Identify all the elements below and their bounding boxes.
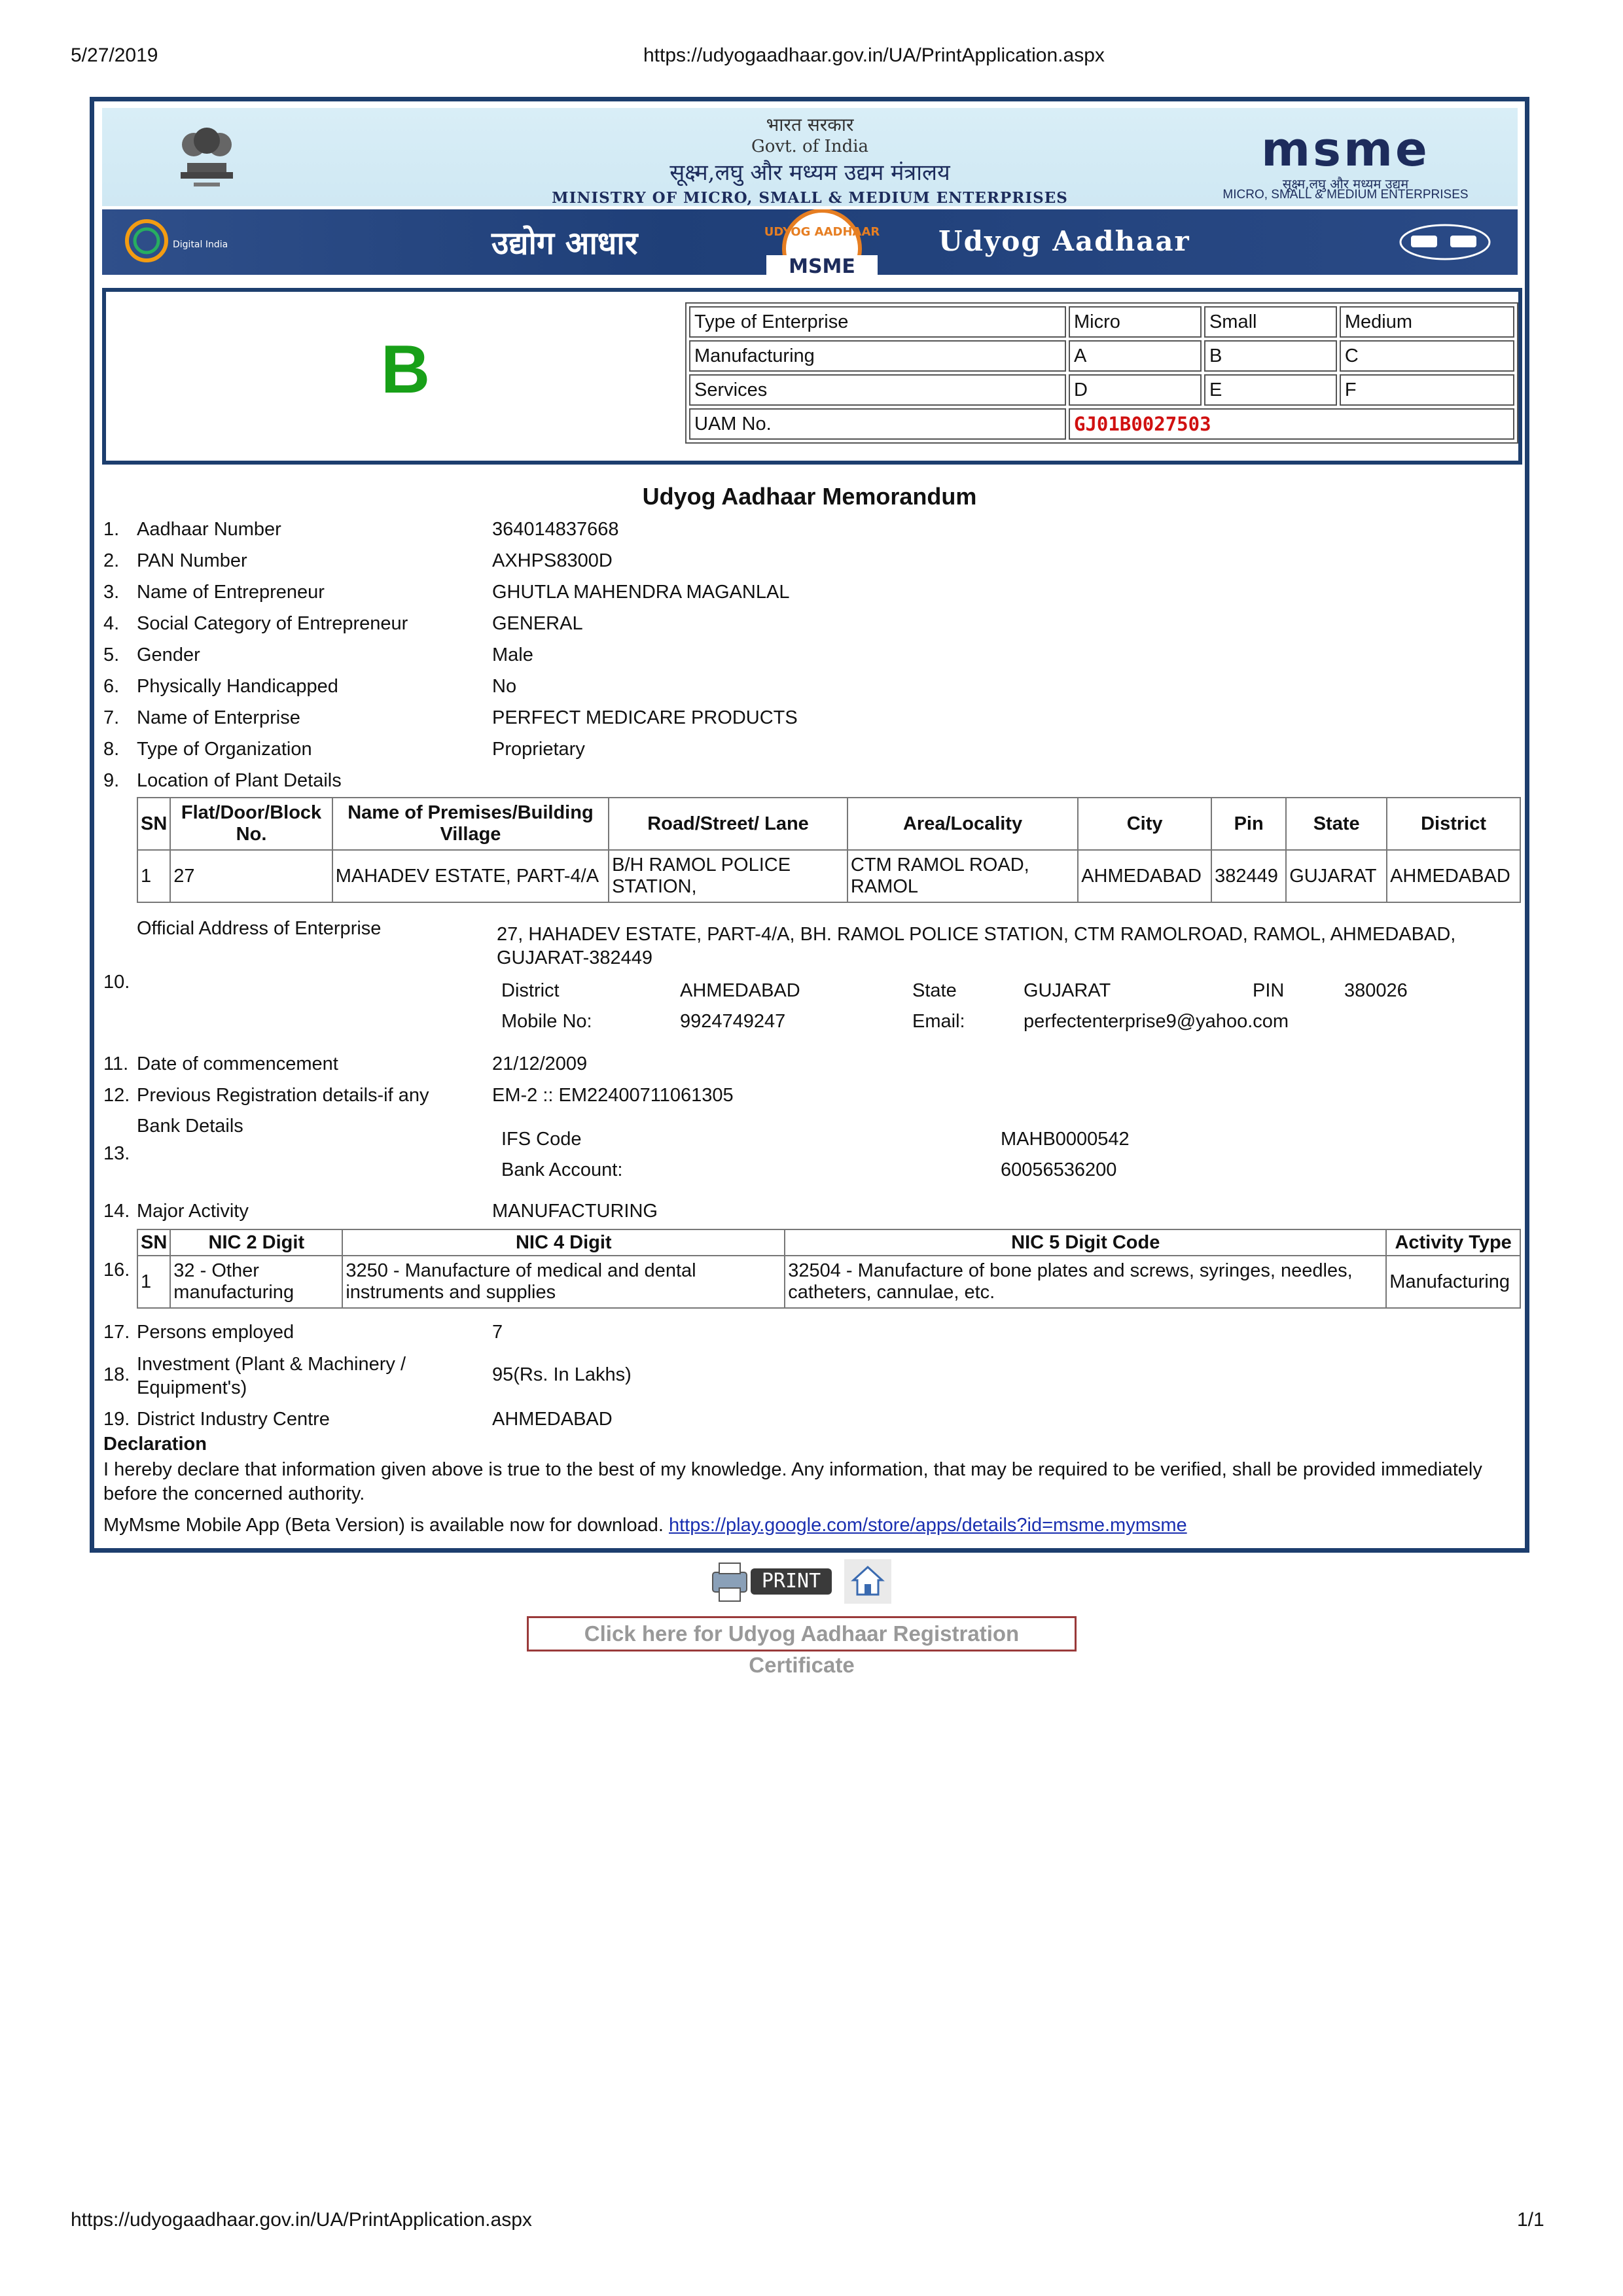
app-download-text: MyMsme Mobile App (Beta Version) is available now for download. xyxy=(103,1515,664,1536)
page-number: 1/1 xyxy=(1517,2209,1544,2231)
right-badge-icon xyxy=(1398,222,1493,262)
digital-india-logo xyxy=(120,216,251,268)
table-cell: 1 xyxy=(137,850,170,902)
field-value: Proprietary xyxy=(492,739,585,760)
bank-account-value: 60056536200 xyxy=(1001,1159,1117,1180)
table-header: State xyxy=(1286,798,1387,850)
table-cell: Services xyxy=(689,374,1066,406)
table-cell: Manufacturing xyxy=(689,340,1066,372)
app-download-line xyxy=(103,1515,1187,1536)
field-value: GHUTLA MAHENDRA MAGANLAL xyxy=(492,582,790,603)
print-button[interactable] xyxy=(710,1559,834,1604)
field-value: GENERAL xyxy=(492,613,583,634)
enterprise-category-letter: B xyxy=(381,332,431,408)
field-label: Name of Entrepreneur xyxy=(137,582,325,603)
uam-label: UAM No. xyxy=(689,408,1066,440)
uam-number: GJ01B0027503 xyxy=(1074,412,1211,435)
table-cell: 3250 - Manufacture of medical and dental instruments and supplies xyxy=(342,1256,785,1308)
field-label: Name of Enterprise xyxy=(137,707,300,728)
table-header: SN xyxy=(137,1229,170,1256)
table-cell: 32 - Other manufacturing xyxy=(170,1256,342,1308)
udyog-aadhaar-seal-logo xyxy=(740,209,904,275)
table-cell: AHMEDABAD xyxy=(1387,850,1520,902)
table-cell: Medium xyxy=(1340,306,1514,338)
table-cell: AHMEDABAD xyxy=(1078,850,1211,902)
field-number: 9. xyxy=(103,770,120,791)
udyog-aadhaar-english: Udyog Aadhaar xyxy=(938,225,1190,257)
table-cell: F xyxy=(1340,374,1514,406)
table-row xyxy=(689,306,1514,338)
field-number: 5. xyxy=(103,645,120,665)
district-value: AHMEDABAD xyxy=(680,980,800,1001)
field-number: 17. xyxy=(103,1322,130,1343)
field-number: 12. xyxy=(103,1085,130,1106)
field-label: PAN Number xyxy=(137,550,247,571)
field-label: Type of Organization xyxy=(137,739,312,760)
field-label: Physically Handicapped xyxy=(137,676,338,697)
bank-account-label: Bank Account: xyxy=(501,1159,623,1180)
plant-location-table xyxy=(137,797,1521,903)
table-row xyxy=(137,1256,1520,1308)
table-cell: MAHADEV ESTATE, PART-4/A xyxy=(332,850,609,902)
field-number: 19. xyxy=(103,1409,130,1430)
enterprise-category-box xyxy=(102,288,1522,465)
field-number: 16. xyxy=(103,1260,130,1280)
table-header: District xyxy=(1387,798,1520,850)
field-value: No xyxy=(492,676,517,697)
table-row xyxy=(689,374,1514,406)
field-number: 11. xyxy=(103,1053,129,1074)
print-date: 5/27/2019 xyxy=(71,44,158,66)
table-cell: B/H RAMOL POLICE STATION, xyxy=(609,850,847,902)
table-cell: Type of Enterprise xyxy=(689,306,1066,338)
msme-subtitle: MICRO, SMALL & MEDIUM ENTERPRISES xyxy=(1222,188,1469,202)
field-number: 18. xyxy=(103,1364,130,1385)
table-header-row xyxy=(137,1229,1520,1256)
field-value: AXHPS8300D xyxy=(492,550,613,571)
table-cell: GUJARAT xyxy=(1286,850,1387,902)
msme-hindi-text: सूक्ष्म,लघु और मध्यम उद्यम xyxy=(1282,176,1409,192)
digital-india-text: Digital India xyxy=(173,239,228,250)
field-number: 2. xyxy=(103,550,120,571)
table-row xyxy=(689,340,1514,372)
msme-logo-text: msme xyxy=(1261,126,1430,177)
table-cell: Manufacturing xyxy=(1386,1256,1520,1308)
field-value: 7 xyxy=(492,1322,503,1343)
hindi-ministry-text: सूक्ष्म,लघु और मध्यम उद्यम मंत्रालय xyxy=(669,160,950,186)
table-cell: 1 xyxy=(137,1256,170,1308)
field-number: 3. xyxy=(103,582,120,603)
table-row xyxy=(137,850,1520,902)
official-address: 27, HAHADEV ESTATE, PART-4/A, BH. RAMOL POLICE STATION, CTM RAMOLROAD, RAMOL, AHMEDABAD, GUJARAT-382449 xyxy=(497,924,1456,968)
field-label: Investment (Plant & Machinery / Equipment's) xyxy=(137,1354,406,1398)
seal-msme-text: MSME xyxy=(789,255,855,275)
field-label: Major Activity xyxy=(137,1201,249,1222)
app-download-link[interactable]: https://play.google.com/store/apps/details?id=msme.mymsme xyxy=(668,1515,1187,1536)
field-number: 1. xyxy=(103,519,120,540)
page-title: Udyog Aadhaar Memorandum xyxy=(642,483,977,510)
field-value: MANUFACTURING xyxy=(492,1201,658,1222)
field-number: 6. xyxy=(103,676,120,697)
field-number: 4. xyxy=(103,613,120,634)
ifs-value: MAHB0000542 xyxy=(1001,1129,1130,1150)
table-header: Pin xyxy=(1211,798,1286,850)
uam-number-cell xyxy=(1069,408,1514,440)
ifs-label: IFS Code xyxy=(501,1129,582,1150)
declaration-text: I hereby declare that information given above is true to the best of my knowledge. Any information, that may be required to be verified, shall be provided immediately before the concerned authority. xyxy=(103,1459,1482,1504)
field-value: 95(Rs. In Lakhs) xyxy=(492,1364,632,1385)
field-label: Social Category of Entrepreneur xyxy=(137,613,408,634)
field-label: District Industry Centre xyxy=(137,1409,330,1430)
field-value: Male xyxy=(492,645,533,665)
page-url-header: https://udyogaadhaar.gov.in/UA/PrintApplication.aspx xyxy=(643,44,1105,66)
table-cell: C xyxy=(1340,340,1514,372)
table-cell: 32504 - Manufacture of bone plates and screws, syringes, needles, catheters, cannulae, etc. xyxy=(785,1256,1386,1308)
govt-text: Govt. of India xyxy=(751,137,869,156)
registration-certificate-button[interactable]: Click here for Udyog Aadhaar Registration Certificate xyxy=(527,1616,1077,1651)
table-cell: Small xyxy=(1204,306,1337,338)
field-label: Bank Details xyxy=(137,1116,243,1137)
field-label: Location of Plant Details xyxy=(137,770,342,791)
enterprise-type-table xyxy=(685,302,1518,444)
mobile-value: 9924749247 xyxy=(680,1011,786,1032)
email-value: perfectenterprise9@yahoo.com xyxy=(1024,1011,1289,1032)
udyog-aadhaar-hindi: उद्योग आधार xyxy=(491,225,638,262)
table-header: NIC 4 Digit xyxy=(342,1229,785,1256)
field-number: 10. xyxy=(103,972,130,993)
table-header: Flat/Door/Block No. xyxy=(170,798,332,850)
table-header: Name of Premises/Building Village xyxy=(332,798,609,850)
table-header: Area/Locality xyxy=(847,798,1078,850)
field-label: Previous Registration details-if any xyxy=(137,1085,429,1106)
field-number: 7. xyxy=(103,707,120,728)
table-cell: A xyxy=(1069,340,1202,372)
table-cell: CTM RAMOL ROAD, RAMOL xyxy=(847,850,1078,902)
field-value: 21/12/2009 xyxy=(492,1053,588,1074)
mobile-label: Mobile No: xyxy=(501,1011,592,1032)
state-label: State xyxy=(912,980,957,1001)
table-row xyxy=(689,408,1514,440)
field-number: 13. xyxy=(103,1143,130,1164)
table-cell: Micro xyxy=(1069,306,1202,338)
memorandum-frame xyxy=(90,97,1529,1553)
table-cell: E xyxy=(1204,374,1337,406)
field-number: 8. xyxy=(103,739,120,760)
home-icon[interactable] xyxy=(844,1559,891,1604)
ministry-banner xyxy=(102,108,1518,206)
table-cell: D xyxy=(1069,374,1202,406)
table-cell: 27 xyxy=(170,850,332,902)
declaration-heading: Declaration xyxy=(103,1434,207,1455)
field-value: AHMEDABAD xyxy=(492,1409,613,1430)
page-url-footer: https://udyogaadhaar.gov.in/UA/PrintApplication.aspx xyxy=(71,2209,532,2231)
table-cell: B xyxy=(1204,340,1337,372)
udyog-aadhaar-banner xyxy=(102,209,1518,275)
pin-label: PIN xyxy=(1253,980,1285,1001)
field-label: Gender xyxy=(137,645,200,665)
table-header: NIC 2 Digit xyxy=(170,1229,342,1256)
table-header: Road/Street/ Lane xyxy=(609,798,847,850)
field-value: 364014837668 xyxy=(492,519,619,540)
field-label: Persons employed xyxy=(137,1322,294,1343)
print-label: PRINT xyxy=(761,1570,821,1593)
table-header: SN xyxy=(137,798,170,850)
email-label: Email: xyxy=(912,1011,965,1032)
field-label: Date of commencement xyxy=(137,1053,338,1074)
table-cell: 382449 xyxy=(1211,850,1286,902)
field-value: PERFECT MEDICARE PRODUCTS xyxy=(492,707,798,728)
district-label: District xyxy=(501,980,560,1001)
table-header: Activity Type xyxy=(1386,1229,1520,1256)
table-header: NIC 5 Digit Code xyxy=(785,1229,1386,1256)
table-header-row xyxy=(137,798,1520,850)
pin-value: 380026 xyxy=(1344,980,1408,1001)
field-label: Official Address of Enterprise xyxy=(137,918,382,939)
table-header: City xyxy=(1078,798,1211,850)
nic-activity-table xyxy=(137,1229,1521,1309)
field-label: Aadhaar Number xyxy=(137,519,281,540)
ministry-text: MINISTRY OF MICRO, SMALL & MEDIUM ENTERPRISES xyxy=(552,189,1068,207)
field-value: EM-2 :: EM22400711061305 xyxy=(492,1085,734,1106)
field-number: 14. xyxy=(103,1201,130,1222)
state-value: GUJARAT xyxy=(1024,980,1111,1001)
hindi-govt-text: भारत सरकार xyxy=(766,114,854,135)
seal-top-text: UDYOG AADHAAR xyxy=(764,225,880,239)
